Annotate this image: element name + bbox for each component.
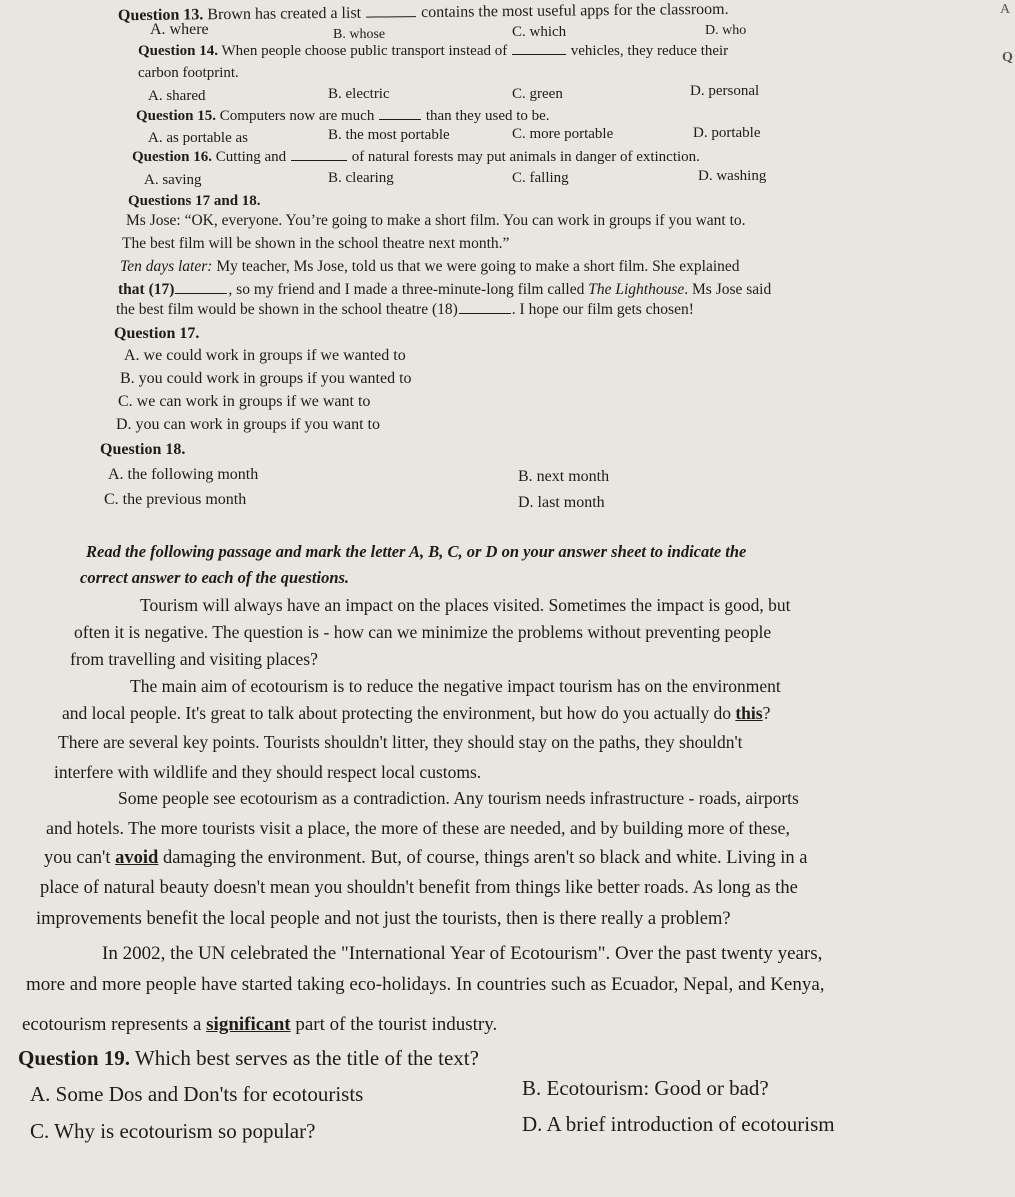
passage-p4-line-1: In 2002, the UN celebrated the "International Year of Ecotourism". Over the past twenty years, [102,943,823,964]
passage-p1-line-1: Tourism will always have an impact on the places visited. Sometimes the impact is good, but [140,595,791,615]
question-14-stem: Question 14. When people choose public transport instead of vehicles, they reduce their [138,43,729,59]
passage-p2-line-4: interfere with wildlife and they should respect local customs. [54,762,482,782]
narrative-line-1: Ten days later: My teacher, Ms Jose, told us that we were going to make a short film. She explained [120,258,740,275]
q16-option-a: A. saving [144,172,202,188]
narrative-line-2: that (17) , so my friend and I made a three-minute-long film called The Lighthouse. Ms Jose said [118,281,772,298]
passage-p4-line-2: more and more people have started taking eco-holidays. In countries such as Ecuador, Nepal, and Kenya, [26,974,825,995]
passage-p3-line-1: Some people see ecotourism as a contradiction. Any tourism needs infrastructure - roads, airports [118,788,799,808]
q13-option-c: C. which [512,24,567,40]
q15-option-a: A. as portable as [148,130,248,146]
q15-option-b: B. the most portable [328,127,450,143]
passage-p4-line-3: ecotourism represents a significant part of the tourist industry. [22,1014,498,1035]
edge-fragment-top: A [1000,2,1011,17]
q19-option-a: A. Some Dos and Don'ts for ecotourists [30,1082,364,1106]
edge-fragment-mid: Q [1002,50,1013,65]
question-14-stem-cont: carbon footprint. [138,65,239,81]
q19-option-d: D. A brief introduction of ecotourism [522,1112,835,1136]
q15-option-c: C. more portable [512,126,614,142]
questions-17-18-heading: Questions 17 and 18. [128,193,261,209]
passage-p3-line-4: place of natural beauty doesn't mean you shouldn't benefit from things like better roads. As long as the [40,878,798,898]
q16-option-d: D. washing [698,168,767,184]
q16-option-b: B. clearing [328,170,394,186]
reading-instruction-line-2: correct answer to each of the questions. [80,568,350,587]
question-18-label: Question 18. [100,441,186,458]
underlined-word-significant: significant [206,1014,291,1035]
q18-option-c: C. the previous month [104,491,247,508]
question-19-stem: Question 19. Which best serves as the title of the text? [18,1046,479,1070]
question-13-stem: Question 13. Brown has created a list contains the most useful apps for the classroom. [117,0,729,25]
question-15-stem: Question 15. Computers now are much than they used to be. [136,108,550,124]
dialogue-line-1: Ms Jose: “OK, everyone. You’re going to make a short film. You can work in groups if you want to. [126,212,746,229]
q17-option-d: D. you can work in groups if you want to [116,416,380,433]
q19-option-b: B. Ecotourism: Good or bad? [522,1076,769,1100]
q13-option-a: A. where [150,21,209,38]
passage-p1-line-3: from travelling and visiting places? [70,649,318,669]
passage-p2-line-2: and local people. It's great to talk about protecting the environment, but how do you actually do this? [62,703,771,723]
reading-instruction-line-1: Read the following passage and mark the letter A, B, C, or D on your answer sheet to indicate the [86,542,747,561]
q19-option-c: C. Why is ecotourism so popular? [30,1119,316,1143]
q18-option-b: B. next month [518,468,610,485]
passage-p2-line-1: The main aim of ecotourism is to reduce the negative impact tourism has on the environment [130,676,781,696]
q14-option-d: D. personal [690,83,760,99]
underlined-word-avoid: avoid [115,848,159,868]
passage-p3-line-2: and hotels. The more tourists visit a place, the more of these are needed, and by building more of these, [46,818,790,838]
q14-option-b: B. electric [328,86,390,102]
q16-option-c: C. falling [512,170,569,186]
q14-option-c: C. green [512,86,563,102]
q18-option-d: D. last month [518,494,605,511]
q13-option-d: D. who [705,23,747,38]
q13-option-b: B. whose [333,27,386,42]
q15-option-d: D. portable [693,125,761,141]
passage-p3-line-3: you can't avoid damaging the environment. But, of course, things aren't so black and white. Living in a [44,848,808,868]
question-16-stem: Question 16. Cutting and of natural forests may put animals in danger of extinction. [132,149,700,165]
question-17-label: Question 17. [114,325,200,342]
narrative-line-3: the best film would be shown in the school theatre (18) . I hope our film gets chosen! [116,301,694,318]
q17-option-b: B. you could work in groups if you wanted to [120,370,412,387]
passage-p3-line-5: improvements benefit the local people and not just the tourists, then is there really a problem? [36,909,731,929]
passage-p1-line-2: often it is negative. The question is - how can we minimize the problems without preventing people [74,622,772,642]
dialogue-line-2: The best film will be shown in the school theatre next month.” [122,235,510,252]
passage-p2-line-3: There are several key points. Tourists shouldn't litter, they should stay on the paths, they shouldn't [58,732,743,752]
q18-option-a: A. the following month [108,466,259,483]
underlined-word-this: this [735,703,763,723]
q14-option-a: A. shared [148,88,206,104]
q17-option-c: C. we can work in groups if we want to [118,393,371,410]
q17-option-a: A. we could work in groups if we wanted to [124,347,406,364]
